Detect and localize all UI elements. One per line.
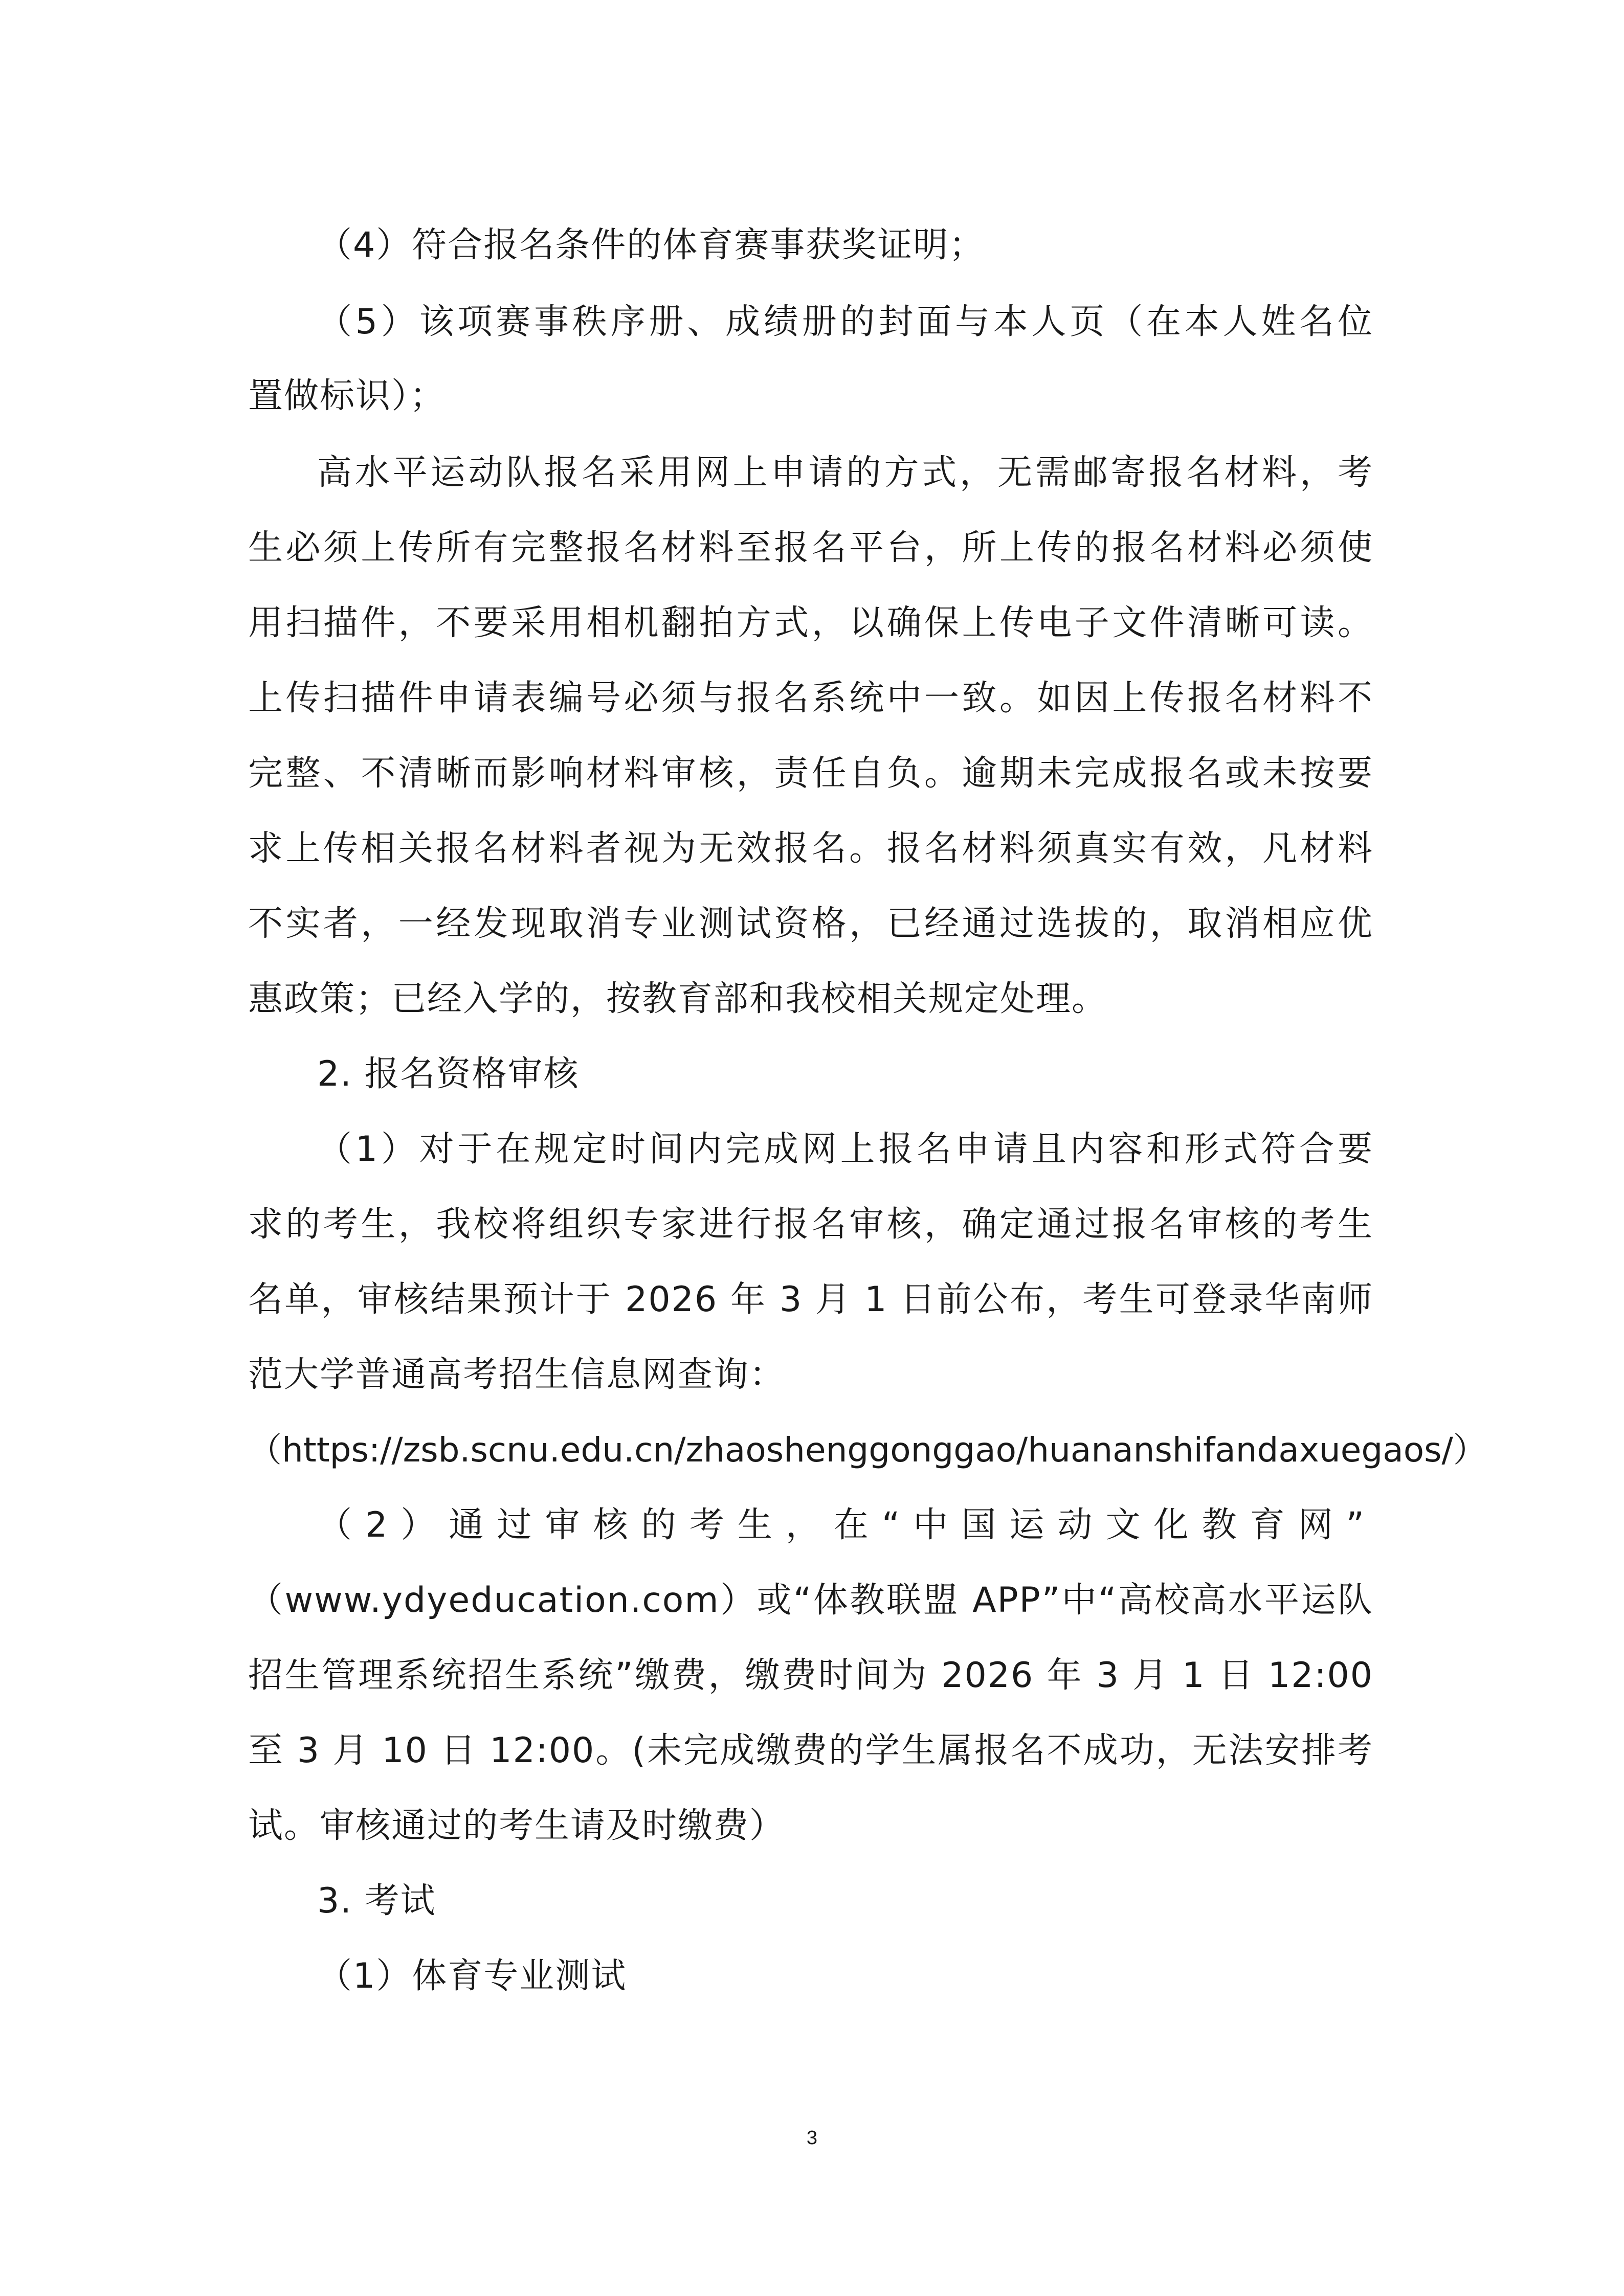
paragraph-line: 求上传相关报名材料者视为无效报名。报名材料须真实有效，凡材料 bbox=[248, 828, 1373, 869]
item-1-line: 求的考生，我校将组织专家进行报名审核，确定通过报名审核的考生 bbox=[248, 1204, 1373, 1245]
page-number: 3 bbox=[806, 2127, 818, 2149]
item-2-line: （2）通过审核的考生，在“中国运动文化教育网” bbox=[317, 1505, 1373, 1545]
paragraph-line: 高水平运动队报名采用网上申请的方式，无需邮寄报名材料，考 bbox=[317, 453, 1373, 493]
item-5-line-1: （5）该项赛事秩序册、成绩册的封面与本人页（在本人姓名位 bbox=[317, 302, 1373, 342]
paragraph-line: 上传扫描件申请表编号必须与报名系统中一致。如因上传报名材料不 bbox=[248, 678, 1373, 718]
paragraph-line: 生必须上传所有完整报名材料至报名平台，所上传的报名材料必须使 bbox=[248, 528, 1373, 568]
item-2-line: 至 3 月 10 日 12:00。(未完成缴费的学生属报名不成功，无法安排考 bbox=[248, 1730, 1373, 1771]
section-heading-2: 2. 报名资格审核 bbox=[317, 1054, 580, 1094]
sub-heading: （1）体育专业测试 bbox=[317, 1956, 627, 1996]
section-heading-3: 3. 考试 bbox=[317, 1881, 436, 1921]
url-line: （https://zsb.scnu.edu.cn/zhaoshenggonggao/huananshifandaxuegaos/） bbox=[248, 1430, 1487, 1470]
item-4: （4）符合报名条件的体育赛事获奖证明； bbox=[317, 225, 985, 265]
item-1-line: 名单，审核结果预计于 2026 年 3 月 1 日前公布，考生可登录华南师 bbox=[248, 1279, 1373, 1320]
item-1-line: （1）对于在规定时间内完成网上报名申请且内容和形式符合要 bbox=[317, 1129, 1373, 1169]
item-2-line: （www.ydyeducation.com）或“体教联盟 APP”中“高校高水平运队 bbox=[248, 1580, 1373, 1620]
paragraph-line: 不实者，一经发现取消专业测试资格，已经通过选拔的，取消相应优 bbox=[248, 904, 1373, 944]
item-2-line: 试。审核通过的考生请及时缴费） bbox=[248, 1806, 786, 1846]
paragraph-line: 惠政策；已经入学的，按教育部和我校相关规定处理。 bbox=[248, 979, 1108, 1019]
paragraph-line: 用扫描件，不要采用相机翻拍方式，以确保上传电子文件清晰可读。 bbox=[248, 603, 1373, 643]
item-1-line: 范大学普通高考招生信息网查询： bbox=[248, 1355, 786, 1395]
item-5-line-2: 置做标识）； bbox=[248, 376, 446, 416]
paragraph-line: 完整、不清晰而影响材料审核，责任自负。逾期未完成报名或未按要 bbox=[248, 753, 1373, 794]
item-2-line: 招生管理系统招生系统”缴费，缴费时间为 2026 年 3 月 1 日 12:00 bbox=[248, 1655, 1373, 1696]
